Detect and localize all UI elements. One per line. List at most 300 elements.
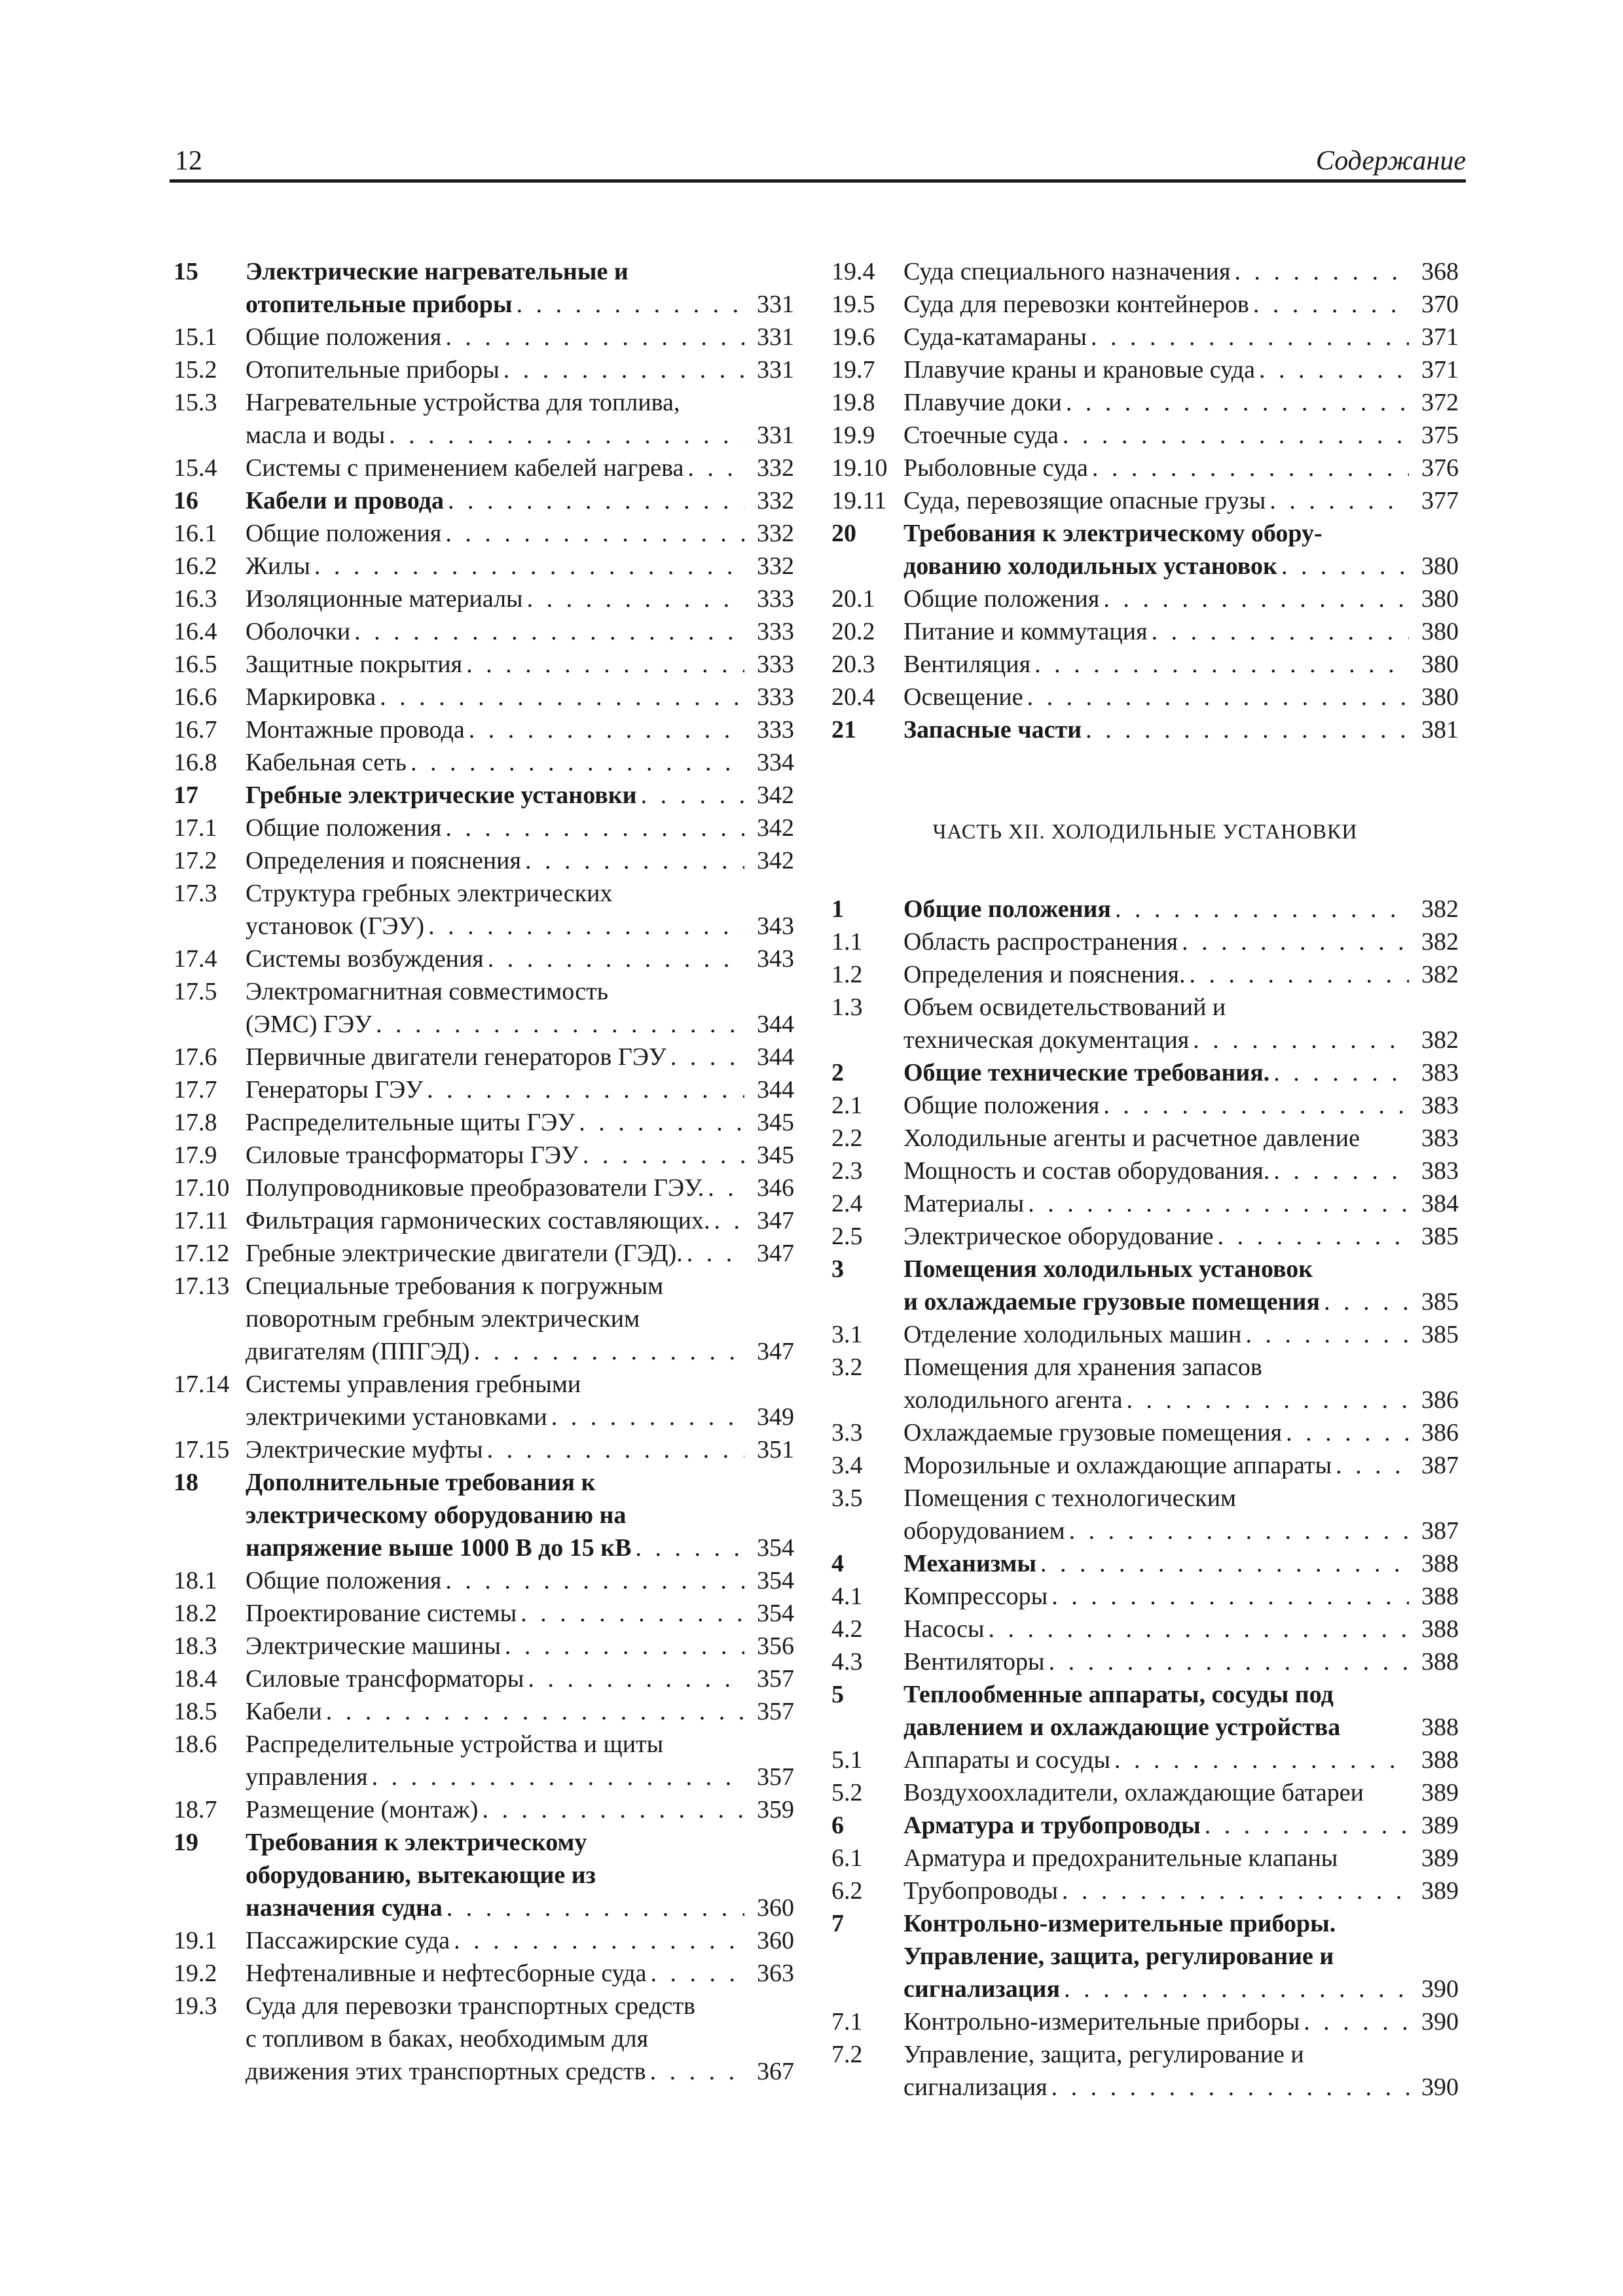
toc-entry-title [246, 1139, 794, 1172]
toc-entry[interactable] [831, 713, 1459, 746]
toc-entry[interactable] [831, 1613, 1459, 1645]
toc-entry[interactable] [831, 893, 1459, 925]
leader-dots [670, 1041, 744, 1073]
toc-entry-title [903, 517, 1459, 583]
toc-entry[interactable] [831, 484, 1459, 517]
toc-entry-title [246, 1172, 794, 1204]
toc-entry[interactable] [831, 1580, 1459, 1613]
toc-entry[interactable] [173, 1630, 794, 1662]
toc-entry-page: 377 [1421, 487, 1459, 514]
toc-entry-title-line: Общие технические требования. [903, 1059, 1270, 1086]
toc-entry[interactable] [173, 1957, 794, 1990]
toc-entry-title [903, 484, 1459, 517]
toc-entry[interactable] [173, 1106, 794, 1139]
toc-entry[interactable] [831, 255, 1459, 288]
toc-entry[interactable] [831, 1122, 1459, 1155]
toc-entry-title-line: сигнализация [903, 2073, 1048, 2101]
leader-dots [445, 812, 744, 844]
toc-entry-page: 333 [757, 651, 794, 678]
toc-entry-number: 20.4 [831, 683, 875, 711]
toc-entry[interactable] [173, 1826, 794, 1924]
toc-entry-title [246, 550, 794, 583]
toc-entry[interactable] [831, 1776, 1459, 1809]
toc-entry[interactable] [173, 1793, 794, 1826]
toc-entry-title [903, 1580, 1459, 1613]
toc-entry[interactable] [831, 353, 1459, 386]
toc-entry-title-line: поворотным гребным электрическим [246, 1305, 640, 1333]
leader-dots [466, 648, 744, 681]
leader-dots [1189, 958, 1409, 991]
toc-entry-number: 16.2 [173, 552, 217, 580]
toc-entry-page: 380 [1421, 651, 1459, 678]
toc-entry-page: 356 [757, 1632, 794, 1660]
toc-entry[interactable] [831, 1318, 1459, 1351]
toc-entry-number: 16.3 [173, 585, 217, 613]
toc-entry[interactable] [831, 288, 1459, 321]
toc-entry[interactable] [831, 321, 1459, 353]
leader-dots [1066, 386, 1409, 419]
leader-dots [1115, 893, 1409, 925]
toc-entry-title-line: давлением и охлаждающие устройства [903, 1713, 1341, 1741]
leader-dots [1034, 648, 1409, 681]
toc-entry-number: 2 [831, 1059, 844, 1086]
toc-entry-title [246, 1106, 794, 1139]
toc-entry-title-line: Маркировка [246, 683, 376, 711]
toc-entry-title-line: напряжение выше 1000 В до 15 кВ [246, 1534, 632, 1562]
toc-entry-page: 383 [1421, 1124, 1459, 1152]
toc-entry-number: 18.2 [173, 1600, 217, 1627]
toc-entry[interactable] [173, 1237, 794, 1270]
toc-entry-number: 20.3 [831, 651, 875, 678]
toc-entry-title [903, 1842, 1459, 1874]
toc-entry-title [246, 1826, 794, 1924]
toc-entry-title [903, 353, 1459, 386]
toc-entry-title-line: холодильного агента [903, 1386, 1123, 1414]
toc-entry-title [246, 1073, 794, 1106]
toc-entry-title-line: Системы управления гребными [246, 1371, 581, 1398]
toc-entry[interactable] [831, 1547, 1459, 1580]
toc-entry[interactable] [831, 1482, 1459, 1547]
toc-entry-title [246, 812, 794, 844]
toc-entry[interactable] [173, 550, 794, 583]
toc-entry-title-line: Нагревательные устройства для топлива, [246, 389, 680, 416]
toc-entry-number: 17.6 [173, 1043, 217, 1071]
toc-entry[interactable] [173, 1662, 794, 1695]
toc-entry-title-line: Первичные двигатели генераторов ГЭУ [246, 1043, 666, 1071]
toc-entry[interactable] [831, 386, 1459, 419]
toc-entry-title [903, 1874, 1459, 1907]
toc-entry-page: 386 [1421, 1386, 1459, 1414]
toc-entry-number: 1 [831, 895, 844, 923]
toc-entry[interactable] [173, 517, 794, 550]
toc-entry[interactable] [173, 1270, 794, 1368]
toc-entry-page: 332 [757, 552, 794, 580]
toc-entry[interactable] [173, 1466, 794, 1564]
toc-entry-title-line: Требования к электрическому обору- [903, 520, 1322, 547]
leader-dots [454, 1924, 744, 1957]
toc-entry-page: 383 [1421, 1092, 1459, 1119]
toc-entry-title [246, 1793, 794, 1826]
toc-entry-number: 19.1 [173, 1927, 217, 1954]
toc-entry[interactable] [831, 1842, 1459, 1874]
toc-entry[interactable] [173, 746, 794, 779]
toc-entry-title [903, 1645, 1459, 1678]
toc-entry[interactable] [831, 1874, 1459, 1907]
toc-entry[interactable] [831, 1253, 1459, 1318]
toc-entry-title [903, 648, 1459, 681]
toc-entry[interactable] [173, 255, 794, 321]
toc-entry-page: 343 [757, 945, 794, 973]
toc-entry-title-line: Общие положения [246, 323, 442, 351]
toc-entry-title [246, 746, 794, 779]
toc-entry[interactable] [831, 925, 1459, 958]
toc-entry-page: 387 [1421, 1452, 1459, 1479]
leader-dots [376, 1008, 744, 1041]
toc-entry-number: 15.3 [173, 389, 217, 416]
toc-entry-title [903, 893, 1459, 925]
leader-dots [354, 615, 744, 648]
toc-entry-page: 390 [1421, 2073, 1459, 2101]
toc-entry-number: 1.3 [831, 994, 863, 1021]
toc-entry[interactable] [831, 1678, 1459, 1744]
toc-entry[interactable] [831, 1089, 1459, 1122]
toc-entry-page: 331 [757, 422, 794, 449]
toc-entry-title [903, 615, 1459, 648]
toc-entry-number: 17.12 [173, 1240, 230, 1267]
toc-entry[interactable] [831, 1220, 1459, 1253]
toc-entry[interactable] [831, 2005, 1459, 2038]
toc-entry-page: 344 [757, 1011, 794, 1038]
toc-entry-number: 18.3 [173, 1632, 217, 1660]
toc-entry-number: 17.1 [173, 814, 217, 842]
toc-entry-page: 357 [757, 1698, 794, 1725]
toc-entry-page: 360 [757, 1927, 794, 1954]
toc-entry[interactable] [173, 353, 794, 386]
toc-entry[interactable] [173, 681, 794, 713]
toc-entry-title-line: Управление, защита, регулирование и [903, 1943, 1334, 1970]
toc-entry[interactable] [831, 991, 1459, 1056]
leader-dots [708, 1172, 744, 1204]
toc-entry-number: 2.2 [831, 1124, 863, 1152]
toc-entry-title-line: Электрическое оборудование [903, 1223, 1214, 1250]
toc-entry-page: 354 [757, 1534, 794, 1562]
toc-entry-title-line: Отопительные приборы [246, 356, 500, 384]
toc-entry[interactable] [173, 812, 794, 844]
leader-dots [687, 452, 744, 484]
leader-dots [687, 1237, 744, 1270]
toc-right-top [831, 255, 1459, 746]
toc-entry[interactable] [831, 2038, 1459, 2104]
leader-dots [389, 419, 744, 452]
toc-entry-title [246, 1662, 794, 1695]
toc-entry-title-line: Дополнительные требования к [246, 1469, 596, 1496]
toc-entry-number: 2.1 [831, 1092, 863, 1119]
toc-entry-page: 357 [757, 1763, 794, 1791]
toc-entry[interactable] [831, 1187, 1459, 1220]
toc-entry-title [903, 1089, 1459, 1122]
toc-entry-title [903, 1122, 1459, 1155]
leader-dots [1193, 1024, 1409, 1056]
toc-entry-page: 347 [757, 1240, 794, 1267]
toc-entry-title [246, 1695, 794, 1728]
toc-entry[interactable] [173, 648, 794, 681]
toc-entry-number: 16.4 [173, 618, 217, 645]
toc-entry-title-line: дованию холодильных установок [903, 552, 1277, 580]
toc-entry-title-line: Изоляционные материалы [246, 585, 523, 613]
toc-entry-page: 344 [757, 1076, 794, 1103]
toc-entry-title [246, 713, 794, 746]
toc-entry-title [246, 452, 794, 484]
toc-entry-page: 345 [757, 1141, 794, 1169]
toc-entry-title [903, 1155, 1459, 1187]
toc-entry[interactable] [831, 1056, 1459, 1089]
toc-entry-title-line: Общие положения [246, 814, 442, 842]
toc-entry-title [903, 1220, 1459, 1253]
toc-entry[interactable] [173, 452, 794, 484]
toc-entry-title [903, 1776, 1459, 1809]
toc-entry-title-line: Контрольно-измерительные приборы [903, 2008, 1300, 2036]
toc-entry-title-line: Плавучие краны и крановые суда [903, 356, 1255, 384]
toc-entry-title [903, 1613, 1459, 1645]
toc-entry-title [246, 1466, 794, 1564]
toc-entry[interactable] [173, 975, 794, 1041]
toc-entry[interactable] [831, 517, 1459, 583]
toc-entry-number: 4.3 [831, 1648, 863, 1676]
toc-entry[interactable] [831, 583, 1459, 615]
toc-entry-title-line: Определения и пояснения. [903, 961, 1186, 988]
toc-entry-number: 17.5 [173, 978, 217, 1005]
toc-entry-page: 344 [757, 1043, 794, 1071]
leader-dots [1063, 419, 1409, 452]
toc-entry[interactable] [173, 1728, 794, 1793]
toc-entry-title-line: Вентиляторы [903, 1648, 1045, 1676]
toc-entry[interactable] [173, 1368, 794, 1433]
leader-dots [1281, 550, 1409, 583]
toc-entry-title-line: Суда для перевозки транспортных средств [246, 1992, 695, 2020]
leader-dots [651, 1957, 745, 1990]
toc-left-column [173, 255, 794, 2088]
toc-entry-page: 347 [757, 1338, 794, 1365]
toc-entry-title [246, 1630, 794, 1662]
toc-entry[interactable] [173, 1924, 794, 1957]
toc-entry-title-line: Распределительные щиты ГЭУ [246, 1109, 575, 1136]
toc-entry-number: 3.2 [831, 1354, 863, 1381]
toc-entry[interactable] [831, 615, 1459, 648]
toc-entry[interactable] [831, 1351, 1459, 1416]
toc-entry[interactable] [831, 1645, 1459, 1678]
toc-entry-title [246, 353, 794, 386]
leader-dots [650, 2055, 744, 2088]
toc-entry-title-line: Аппараты и сосуды [903, 1746, 1110, 1774]
toc-entry-title [246, 321, 794, 353]
toc-entry[interactable] [173, 386, 794, 452]
toc-entry-title-line: Трубопроводы [903, 1877, 1058, 1905]
leader-dots [1040, 1547, 1409, 1580]
toc-entry-title-line: Контрольно-измерительные приборы. [903, 1910, 1336, 1937]
toc-entry-title-line: Суда специального назначения [903, 258, 1231, 285]
leader-dots [1304, 2005, 1409, 2038]
toc-entry[interactable] [173, 779, 794, 812]
toc-entry[interactable] [173, 484, 794, 517]
toc-entry-number: 17 [173, 781, 198, 809]
leader-dots [1092, 452, 1409, 484]
toc-entry[interactable] [831, 1907, 1459, 2005]
toc-entry-title [246, 844, 794, 877]
toc-entry[interactable] [173, 615, 794, 648]
toc-entry-page: 346 [757, 1174, 794, 1202]
toc-entry-number: 19 [173, 1829, 198, 1856]
toc-entry-page: 388 [1421, 1746, 1459, 1774]
toc-entry[interactable] [173, 1204, 794, 1237]
toc-entry[interactable] [173, 877, 794, 942]
toc-entry-title-line: Определения и пояснения [246, 847, 521, 874]
toc-entry-page: 384 [1421, 1190, 1459, 1217]
toc-entry-page: 354 [757, 1600, 794, 1627]
leader-dots [1091, 321, 1409, 353]
toc-entry-title-line: оборудованию, вытекающие из [246, 1861, 596, 1889]
leader-dots [1103, 1089, 1409, 1122]
toc-entry-title [903, 1482, 1459, 1547]
toc-entry-page: 381 [1421, 716, 1459, 744]
toc-entry-title [903, 1809, 1459, 1842]
leader-dots [488, 942, 744, 975]
toc-entry-title [903, 1547, 1459, 1580]
toc-entry-page: 376 [1421, 454, 1459, 482]
toc-entry-title [246, 1237, 794, 1270]
toc-entry[interactable] [831, 1744, 1459, 1776]
toc-entry[interactable] [173, 1990, 794, 2088]
leader-dots [528, 1662, 744, 1695]
toc-entry-title-line: Плавучие доки [903, 389, 1062, 416]
toc-entry[interactable] [173, 1597, 794, 1630]
leader-dots [1085, 713, 1409, 746]
toc-entry-title-line: Помещения для хранения запасов [903, 1354, 1262, 1381]
toc-entry[interactable] [173, 1433, 794, 1466]
toc-entry-number: 3.4 [831, 1452, 863, 1479]
toc-entry-title-line: Освещение [903, 683, 1023, 711]
toc-entry-page: 382 [1421, 895, 1459, 923]
toc-entry[interactable] [831, 1449, 1459, 1482]
toc-entry-title [903, 386, 1459, 419]
toc-entry-title-line: Электрические машины [246, 1632, 501, 1660]
toc-entry-number: 19.11 [831, 487, 887, 514]
toc-entry-number: 18.4 [173, 1665, 217, 1693]
toc-entry[interactable] [173, 713, 794, 746]
toc-entry-page: 388 [1421, 1713, 1459, 1741]
toc-entry-page: 371 [1421, 323, 1459, 351]
toc-entry-page: 388 [1421, 1550, 1459, 1577]
toc-entry-page: 390 [1421, 2008, 1459, 2036]
leader-dots [989, 1613, 1409, 1645]
toc-entry[interactable] [831, 1809, 1459, 1842]
toc-entry[interactable] [831, 419, 1459, 452]
toc-entry-title-line: сигнализация [903, 1975, 1061, 2003]
toc-entry-title-line: Системы с применением кабелей нагрева [246, 454, 684, 482]
toc-entry[interactable] [173, 1564, 794, 1597]
header-rule [170, 179, 1466, 183]
toc-entry[interactable] [831, 958, 1459, 991]
toc-entry-number: 16.7 [173, 716, 217, 744]
leader-dots [427, 1073, 744, 1106]
toc-entry-page: 342 [757, 781, 794, 809]
toc-entry-number: 17.11 [173, 1207, 229, 1234]
toc-entry-title-line: Воздухоохладители, охлаждающие батареи [903, 1779, 1364, 1806]
toc-entry-title-line: Суда-катамараны [903, 323, 1087, 351]
leader-dots [1205, 1809, 1409, 1842]
toc-entry-title [246, 942, 794, 975]
toc-entry-title [246, 386, 794, 452]
leader-dots [1286, 1416, 1409, 1449]
toc-entry[interactable] [173, 1041, 794, 1073]
toc-entry-title-line: техническая документация [903, 1026, 1190, 1054]
leader-dots [448, 484, 744, 517]
toc-entry[interactable] [173, 321, 794, 353]
toc-entry-page: 370 [1421, 291, 1459, 318]
toc-entry-title-line: Нефтеналивные и нефтесборные суда [246, 1960, 647, 1987]
toc-entry-page: 385 [1421, 1223, 1459, 1250]
toc-entry[interactable] [173, 1172, 794, 1204]
toc-entry-page: 360 [757, 1894, 794, 1922]
leader-dots [520, 1597, 744, 1630]
toc-entry[interactable] [831, 452, 1459, 484]
leader-dots [1027, 681, 1409, 713]
toc-entry-title [246, 1728, 794, 1793]
toc-entry[interactable] [831, 681, 1459, 713]
toc-entry-page: 380 [1421, 683, 1459, 711]
toc-entry[interactable] [173, 1139, 794, 1172]
toc-entry-number: 17.15 [173, 1436, 230, 1463]
toc-entry-page: 382 [1421, 1026, 1459, 1054]
toc-entry-title-line: Суда, перевозящие опасные грузы [903, 487, 1266, 514]
toc-entry-title-line: Запасные части [903, 716, 1082, 744]
toc-entry[interactable] [173, 583, 794, 615]
toc-entry-title-line: электричекими установками [246, 1403, 547, 1431]
toc-entry-page: 383 [1421, 1157, 1459, 1185]
toc-entry-title-line: Пассажирские суда [246, 1927, 450, 1954]
toc-entry[interactable] [831, 1155, 1459, 1187]
toc-entry-page: 331 [757, 323, 794, 351]
toc-entry-title [903, 1449, 1459, 1482]
leader-dots [1126, 1384, 1409, 1416]
toc-entry[interactable] [173, 844, 794, 877]
toc-entry-title-line: и охлаждаемые грузовые помещения [903, 1288, 1321, 1316]
toc-entry-title-line: Электромагнитная совместимость [246, 978, 609, 1005]
toc-entry-title [246, 1957, 794, 1990]
toc-entry-page: 389 [1421, 1779, 1459, 1806]
leader-dots [487, 1433, 744, 1466]
toc-entry-page: 342 [757, 814, 794, 842]
toc-entry-title-line: Мощность и состав оборудования. [903, 1157, 1270, 1185]
leader-dots [482, 1793, 744, 1826]
toc-entry-title [903, 1253, 1459, 1318]
toc-entry[interactable] [831, 648, 1459, 681]
toc-entry-number: 19.6 [831, 323, 875, 351]
toc-entry-title [246, 1270, 794, 1368]
toc-right-column [831, 255, 1459, 2104]
leader-dots [1028, 1187, 1409, 1220]
toc-entry[interactable] [831, 1416, 1459, 1449]
leader-dots [1114, 1744, 1409, 1776]
toc-entry[interactable] [173, 942, 794, 975]
toc-entry-number: 6.2 [831, 1877, 863, 1905]
toc-entry[interactable] [173, 1695, 794, 1728]
toc-entry-page: 375 [1421, 422, 1459, 449]
toc-entry-title-line: Полупроводниковые преобразователи ГЭУ. [246, 1174, 704, 1202]
toc-entry[interactable] [173, 1073, 794, 1106]
toc-entry-title-line: Охлаждаемые грузовые помещения [903, 1419, 1283, 1446]
toc-entry-page: 372 [1421, 389, 1459, 416]
toc-entry-page: 331 [757, 291, 794, 318]
